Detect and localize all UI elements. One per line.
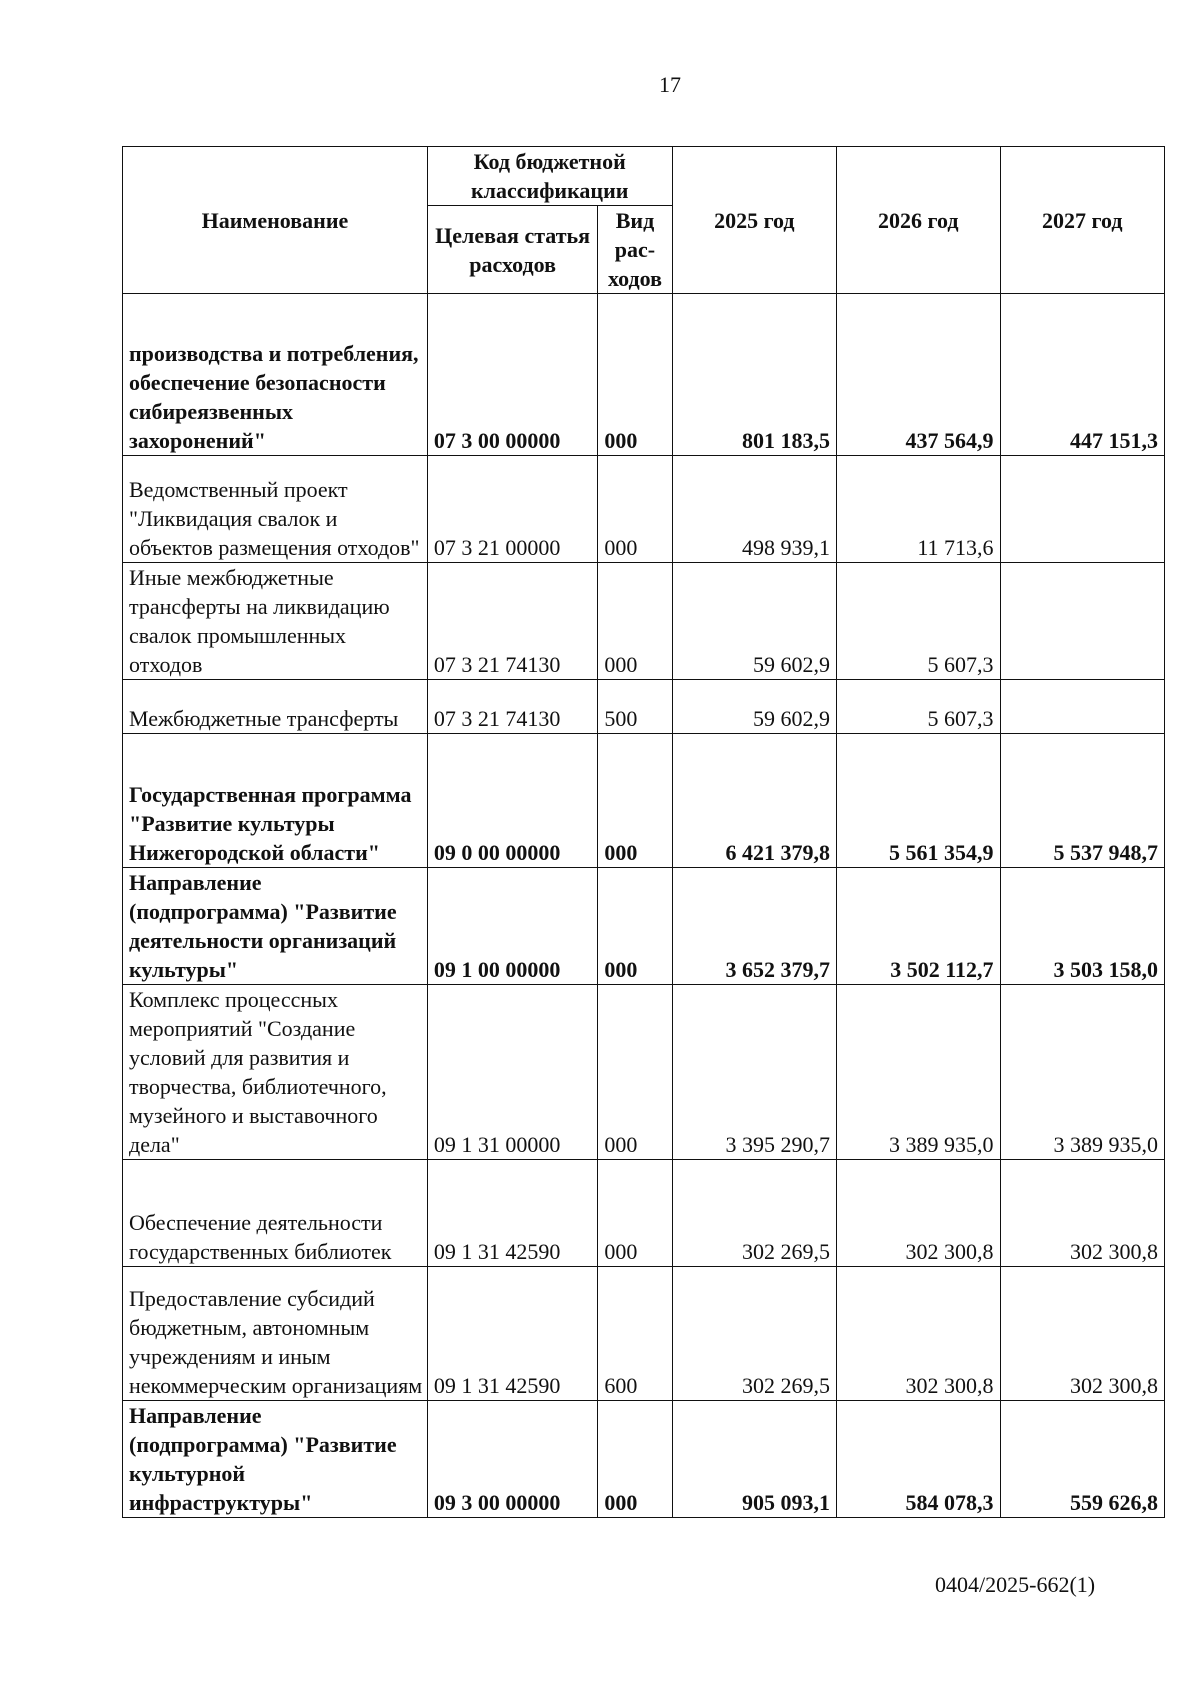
- row-amount-2025-cell: 302 269,5: [672, 1160, 836, 1267]
- page-number: 17: [659, 72, 681, 97]
- row-expense-type-cell: 000: [598, 563, 672, 680]
- row-expense-type-cell: 000: [598, 868, 672, 985]
- row-amount-2026-cell: 5 607,3: [837, 680, 1000, 734]
- table-row: [123, 294, 1165, 456]
- header-year-2025: 2025 год: [672, 147, 836, 294]
- row-amount-2026-cell: 3 502 112,7: [837, 868, 1000, 985]
- table-row: [123, 563, 1165, 680]
- row-expense-type-cell: 000: [598, 734, 672, 868]
- row-target-article-cell: 07 3 00 00000: [427, 294, 597, 456]
- row-target-article-cell: 09 3 00 00000: [427, 1401, 597, 1518]
- row-amount-2027-cell: [1000, 680, 1165, 734]
- row-amount-2026-cell: 3 389 935,0: [837, 985, 1000, 1160]
- row-amount-2025-cell: 59 602,9: [672, 680, 836, 734]
- header-year-2026: 2026 год: [837, 147, 1000, 294]
- row-amount-2025-cell: 801 183,5: [672, 294, 836, 456]
- row-expense-type-cell: 500: [598, 680, 672, 734]
- row-target-article-cell: 09 1 31 00000: [427, 985, 597, 1160]
- row-amount-2027-cell: 3 503 158,0: [1000, 868, 1165, 985]
- table-row: [123, 985, 1165, 1160]
- row-amount-2026-cell: 302 300,8: [837, 1267, 1000, 1401]
- row-expense-type-cell: 000: [598, 985, 672, 1160]
- row-amount-2026-cell: 11 713,6: [837, 456, 1000, 563]
- row-amount-2026-cell: 437 564,9: [837, 294, 1000, 456]
- row-amount-2027-cell: 5 537 948,7: [1000, 734, 1165, 868]
- row-expense-type-cell: 000: [598, 456, 672, 563]
- row-name-cell: Направление (подпрограмма) "Развитие деятельности организаций культуры": [123, 868, 428, 985]
- row-amount-2027-cell: 302 300,8: [1000, 1160, 1165, 1267]
- row-name-cell: производства и потребления, обеспечение безопасности сибиреязвенных захоронений": [123, 294, 428, 456]
- table-body: [123, 294, 1165, 1518]
- row-target-article-cell: 07 3 21 00000: [427, 456, 597, 563]
- header-name: Наименование: [123, 147, 428, 294]
- row-target-article-cell: 09 0 00 00000: [427, 734, 597, 868]
- header-target-article: Целевая статья расходов: [427, 206, 597, 294]
- row-amount-2025-cell: 302 269,5: [672, 1267, 836, 1401]
- row-amount-2025-cell: 59 602,9: [672, 563, 836, 680]
- table-row: [123, 1401, 1165, 1518]
- row-amount-2027-cell: 559 626,8: [1000, 1401, 1165, 1518]
- row-amount-2026-cell: 302 300,8: [837, 1160, 1000, 1267]
- row-target-article-cell: 07 3 21 74130: [427, 563, 597, 680]
- table-header: [123, 147, 1165, 294]
- row-amount-2025-cell: 6 421 379,8: [672, 734, 836, 868]
- row-name-cell: Государственная программа "Развитие культуры Нижегородской области": [123, 734, 428, 868]
- row-name-cell: Иные межбюджетные трансферты на ликвидацию свалок промышленных отходов: [123, 563, 428, 680]
- table-row: [123, 680, 1165, 734]
- row-amount-2026-cell: 584 078,3: [837, 1401, 1000, 1518]
- row-amount-2027-cell: 302 300,8: [1000, 1267, 1165, 1401]
- row-amount-2026-cell: 5 561 354,9: [837, 734, 1000, 868]
- row-amount-2025-cell: 905 093,1: [672, 1401, 836, 1518]
- document-code: 0404/2025-662(1): [935, 1572, 1096, 1597]
- header-year-2027: 2027 год: [1000, 147, 1165, 294]
- table-row: [123, 1267, 1165, 1401]
- row-name-cell: Ведомственный проект "Ликвидация свалок и объектов размещения отходов": [123, 456, 428, 563]
- header-code-group: Код бюджетной классификации: [427, 147, 672, 206]
- row-amount-2025-cell: 3 395 290,7: [672, 985, 836, 1160]
- row-name-cell: Предоставление субсидий бюджетным, автономным учреждениям и иным некоммерческим организациям: [123, 1267, 428, 1401]
- table-row: [123, 456, 1165, 563]
- row-name-cell: Обеспечение деятельности государственных библиотек: [123, 1160, 428, 1267]
- row-expense-type-cell: 000: [598, 1160, 672, 1267]
- row-amount-2026-cell: 5 607,3: [837, 563, 1000, 680]
- row-amount-2025-cell: 498 939,1: [672, 456, 836, 563]
- row-amount-2027-cell: 447 151,3: [1000, 294, 1165, 456]
- row-target-article-cell: 09 1 00 00000: [427, 868, 597, 985]
- row-amount-2027-cell: [1000, 563, 1165, 680]
- row-expense-type-cell: 000: [598, 1401, 672, 1518]
- row-amount-2027-cell: 3 389 935,0: [1000, 985, 1165, 1160]
- row-target-article-cell: 09 1 31 42590: [427, 1267, 597, 1401]
- row-name-cell: Направление (подпрограмма) "Развитие культурной инфраструктуры": [123, 1401, 428, 1518]
- row-amount-2027-cell: [1000, 456, 1165, 563]
- table-row: [123, 1160, 1165, 1267]
- row-expense-type-cell: 600: [598, 1267, 672, 1401]
- table-row: [123, 734, 1165, 868]
- row-target-article-cell: 07 3 21 74130: [427, 680, 597, 734]
- row-name-cell: Межбюджетные трансферты: [123, 680, 428, 734]
- row-name-cell: Комплекс процессных мероприятий "Создание условий для развития и творчества, библиотечного, музейного и выставочного дела": [123, 985, 428, 1160]
- row-target-article-cell: 09 1 31 42590: [427, 1160, 597, 1267]
- row-expense-type-cell: 000: [598, 294, 672, 456]
- header-expense-type: Вид рас-ходов: [598, 206, 672, 294]
- budget-table: [122, 146, 1165, 1518]
- row-amount-2025-cell: 3 652 379,7: [672, 868, 836, 985]
- table-row: [123, 868, 1165, 985]
